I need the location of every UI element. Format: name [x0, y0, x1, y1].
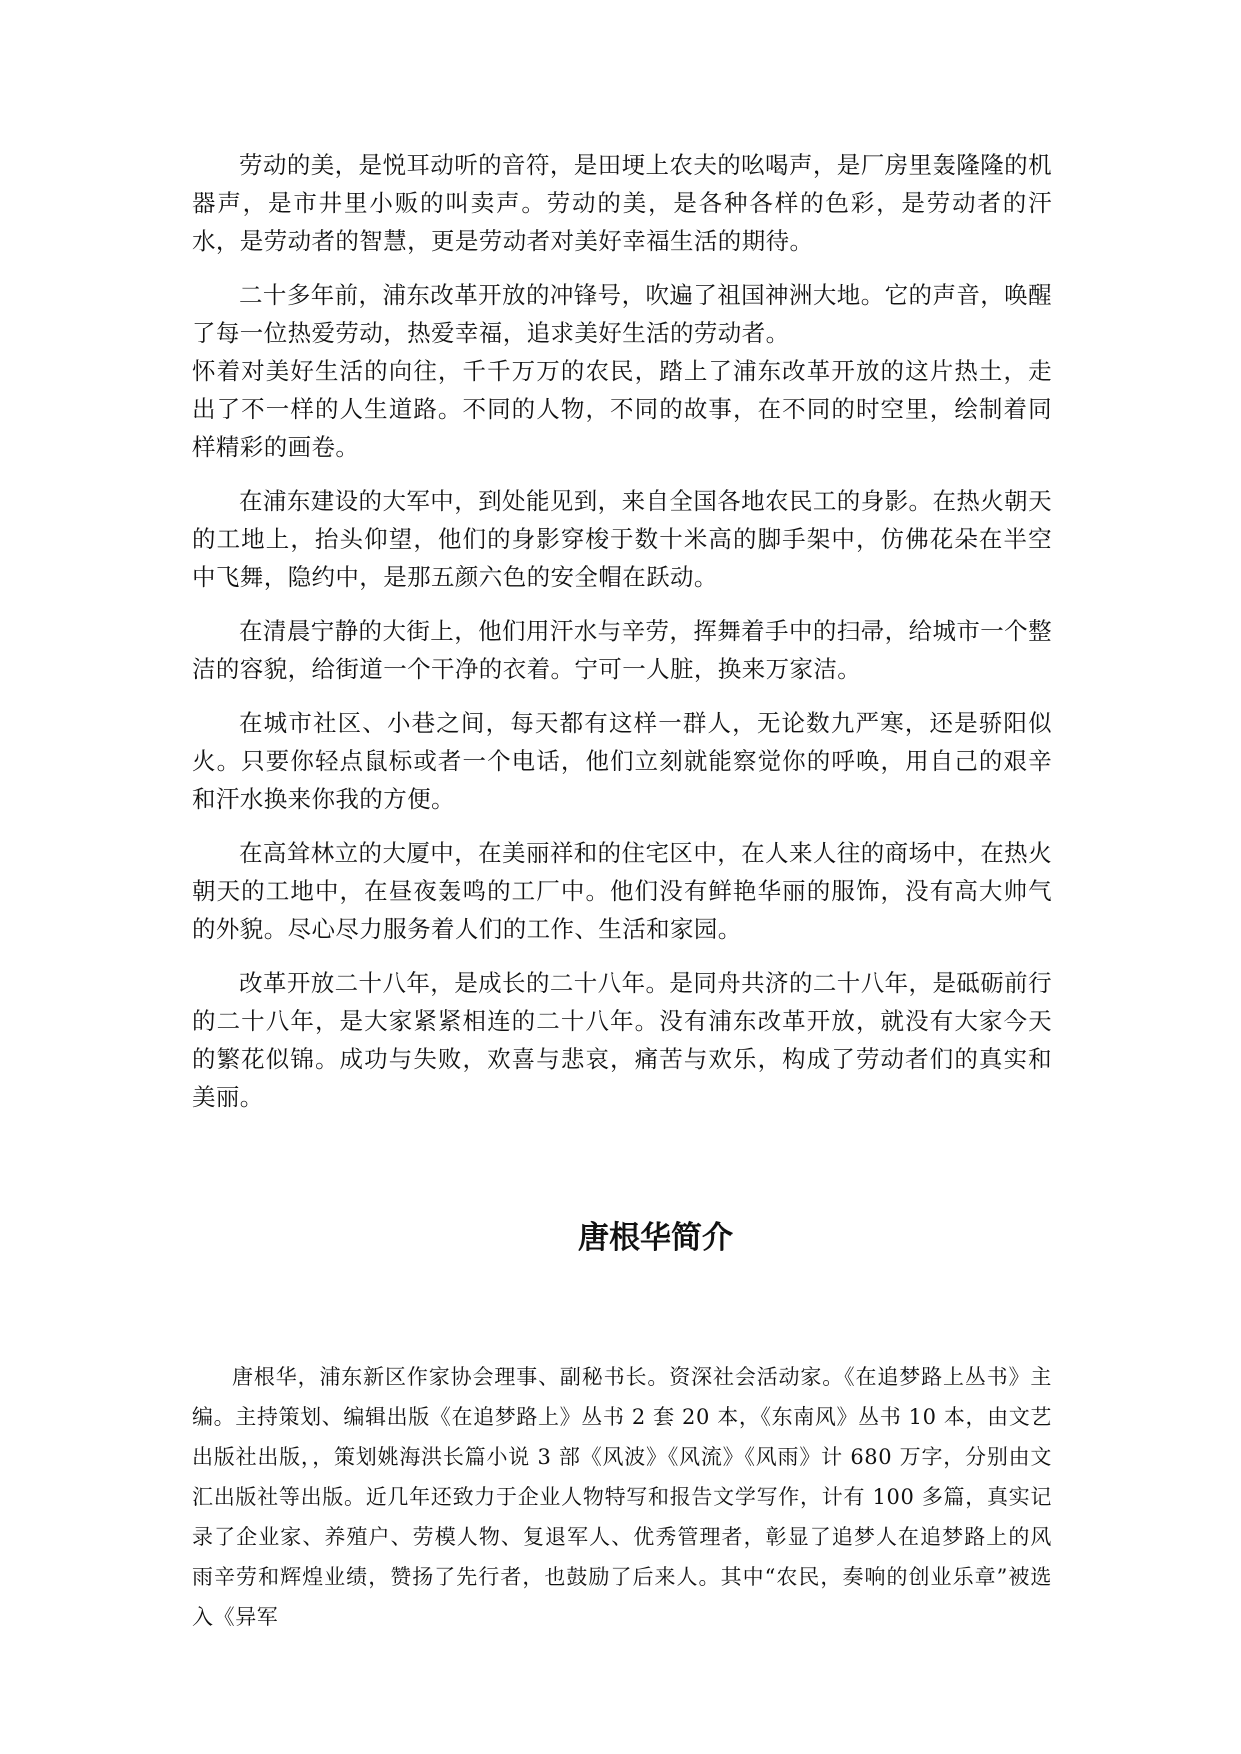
essay-paragraph: 在清晨宁静的大街上，他们用汗水与辛劳，挥舞着手中的扫帚，给城市一个整洁的容貌，给街道一个干净的衣着。宁可一人脏，换来万家洁。 — [192, 617, 1052, 683]
bio-section — [192, 1357, 1052, 1637]
essay-paragraph: 二十多年前，浦东改革开放的冲锋号，吹遍了祖国神洲大地。它的声音，唤醒了每一位热爱劳动，热爱幸福，追求美好生活的劳动者。 — [192, 281, 1052, 347]
bio-paragraph: 唐根华，浦东新区作家协会理事、副秘书长。资深社会活动家。《在追梦路上丛书》主编。主持策划、编辑出版《在追梦路上》丛书 2 套 20 本，《东南风》丛书 10 本，由文艺出版社出版，，策划姚海洪长篇小说 3 部《风波》《风流》《风雨》计 680 万字，分别由文汇出版社等出版。近几年还致力于企业人物特写和报告文学写作，计有 100 多篇，真实记录了企业家、养殖户、劳模人物、复退军人、优秀管理者，彰显了追梦人在追梦路上的风雨辛劳和辉煌业绩，赞扬了先行者，也鼓励了后来人。其中“农民，奏响的创业乐章”被选入《异军 — [192, 1365, 1052, 1629]
bio-heading: 唐根华简介 — [578, 1220, 733, 1256]
essay-paragraph: 在浦东建设的大军中，到处能见到，来自全国各地农民工的身影。在热火朝天的工地上，抬头仰望，他们的身影穿梭于数十米高的脚手架中，仿佛花朵在半空中飞舞，隐约中，是那五颜六色的安全帽在跃动。 — [192, 487, 1052, 591]
essay-paragraph: 怀着对美好生活的向往，千千万万的农民，踏上了浦东改革开放的这片热土，走出了不一样的人生道路。不同的人物，不同的故事，在不同的时空里，绘制着同样精彩的画卷。 — [192, 357, 1052, 461]
essay-paragraph: 改革开放二十八年，是成长的二十八年。是同舟共济的二十八年，是砥砺前行的二十八年，是大家紧紧相连的二十八年。没有浦东改革开放，就没有大家今天的繁花似锦。成功与失败，欢喜与悲哀，痛苦与欢乐，构成了劳动者们的真实和美丽。 — [192, 969, 1052, 1111]
essay-paragraph: 在高耸林立的大厦中，在美丽祥和的住宅区中，在人来人往的商场中，在热火朝天的工地中，在昼夜轰鸣的工厂中。他们没有鲜艳华丽的服饰，没有高大帅气的外貌。尽心尽力服务着人们的工作、生活和家园。 — [192, 839, 1052, 943]
essay-paragraph: 劳动的美，是悦耳动听的音符，是田埂上农夫的吆喝声，是厂房里轰隆隆的机器声，是市井里小贩的叫卖声。劳动的美，是各种各样的色彩，是劳动者的汗水，是劳动者的智慧，更是劳动者对美好幸福生活的期待。 — [192, 151, 1052, 255]
essay-body — [192, 146, 1052, 1132]
essay-paragraph: 在城市社区、小巷之间，每天都有这样一群人，无论数九严寒，还是骄阳似火。只要你轻点鼠标或者一个电话，他们立刻就能察觉你的呼唤，用自己的艰辛和汗水换来你我的方便。 — [192, 709, 1052, 813]
